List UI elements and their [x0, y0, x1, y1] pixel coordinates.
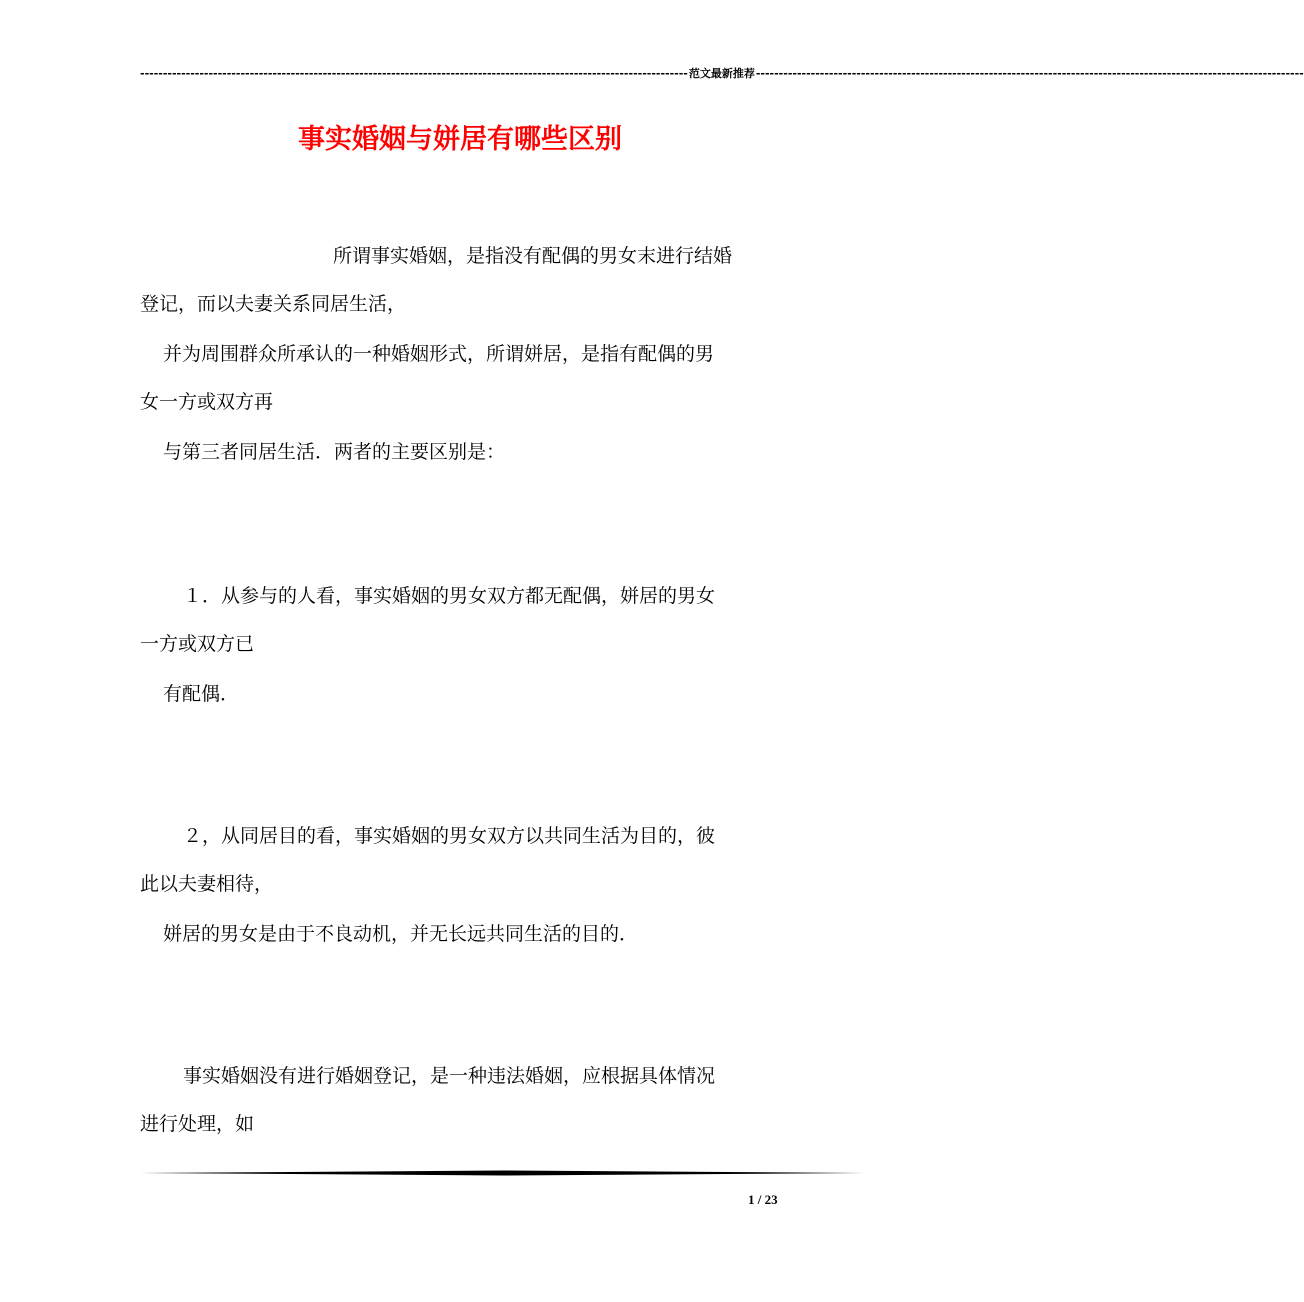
paragraph-line: 有配偶． — [163, 683, 240, 705]
footer-divider — [140, 1170, 864, 1176]
paragraph-line: 并为周围群众所承认的一种婚姻形式，所谓姘居，是指有配偶的男 — [163, 343, 715, 365]
paragraph-line: 一方或双方已 — [140, 633, 255, 655]
paragraph-line: 与第三者同居生活．两者的主要区别是： — [163, 441, 506, 463]
paragraph-line: 登记，而以夫妻关系同居生活， — [140, 293, 407, 315]
header-label: 范文最新推荐 — [688, 67, 755, 80]
page-number: 1 / 23 — [748, 1192, 778, 1207]
paragraph-line: 进行处理，如 — [140, 1113, 255, 1135]
document-title: 事实婚姻与姘居有哪些区别 — [298, 124, 622, 155]
header-dashes-left: ------------------------------------------------------------------------------------------------------------------------ — [140, 67, 688, 80]
paragraph-line: 姘居的男女是由于不良动机，并无长远共同生活的目的． — [163, 923, 639, 945]
paragraph-line: 所谓事实婚姻，是指没有配偶的男女末进行结婚 — [333, 245, 733, 267]
paragraph-line: 此以夫妻相待， — [140, 873, 274, 895]
paragraph-line: 女一方或双方再 — [140, 391, 274, 413]
paragraph-line: ２，从同居目的看，事实婚姻的男女双方以共同生活为目的，彼 — [183, 825, 716, 847]
paragraph-line: 事实婚姻没有进行婚姻登记，是一种违法婚姻，应根据具体情况 — [183, 1065, 716, 1087]
footer-divider-shape — [140, 1171, 864, 1176]
paragraph-line: １．从参与的人看，事实婚姻的男女双方都无配偶，姘居的男女 — [183, 585, 716, 607]
header-dashes-right: ------------------------------------------------------------------------------------------------------------------------ — [755, 67, 1304, 80]
page-header — [140, 66, 1304, 82]
